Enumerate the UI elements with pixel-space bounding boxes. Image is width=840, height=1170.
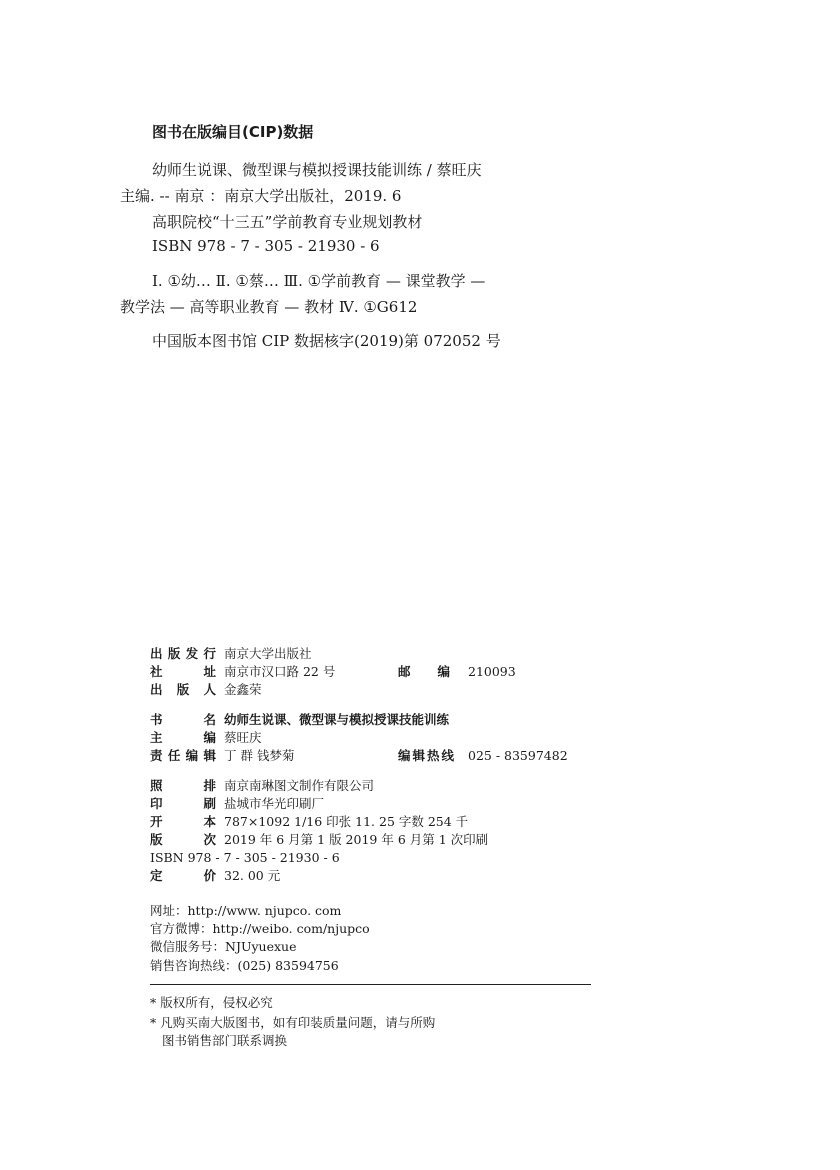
divider-rule (150, 984, 591, 985)
info-resp-editor-row (150, 747, 294, 764)
cip-classification-2: 教学法 — 高等职业教育 — 教材 Ⅳ. ①G612 (120, 298, 418, 316)
print-value: 盐城市华光印刷厂 (224, 796, 325, 811)
info-typeset-row (150, 777, 374, 794)
info-editor-row (150, 729, 262, 746)
contact-website: 网址：http://www. njupco. com (150, 903, 342, 918)
issuer-value: 金鑫荣 (224, 682, 262, 697)
cip-classification-1: Ⅰ. ①幼… Ⅱ. ①蔡… Ⅲ. ①学前教育 — 课堂教学 — (152, 272, 486, 290)
typeset-label: 照 排 (150, 778, 216, 793)
title-label: 书 名 (150, 712, 216, 727)
typeset-value: 南京南琳图文制作有限公司 (224, 778, 375, 793)
resp-editor-label: 责任编辑 (150, 748, 216, 763)
price-value: 32. 00 元 (224, 868, 281, 883)
edition-value: 2019 年 6 月第 1 版 2019 年 6 月第 1 次印刷 (224, 832, 489, 847)
info-postcode (398, 663, 516, 680)
edition-label: 版 次 (150, 832, 216, 847)
editor-label: 主 编 (150, 730, 216, 745)
print-label: 印 刷 (150, 796, 216, 811)
cip-line-1: 幼师生说课、微型课与模拟授课技能训练 / 蔡旺庆 (152, 161, 482, 179)
hotline-value: 025 - 83597482 (468, 748, 568, 763)
cip-line-2: 主编. -- 南京 ：南京大学出版社，2019. 6 (120, 187, 402, 205)
info-title-row (150, 711, 449, 728)
info-hotline (398, 747, 568, 764)
note-return-line-1: * 凡购买南大版图书，如有印装质量问题，请与所购 (150, 1015, 436, 1030)
title-value: 幼师生说课、微型课与模拟授课技能训练 (224, 712, 450, 727)
publisher-label: 出版发行 (150, 646, 216, 661)
contact-weibo: 官方微博：http://weibo. com/njupco (150, 921, 370, 936)
address-label: 社 址 (150, 664, 216, 679)
postcode-label: 邮 编 (398, 664, 450, 679)
info-publisher-row (150, 645, 312, 662)
cip-record-number: 中国版本图书馆 CIP 数据核字(2019)第 072052 号 (152, 332, 501, 350)
info-edition-row (150, 831, 488, 848)
cip-line-3: 高职院校“十三五”学前教育专业规划教材 (152, 213, 423, 231)
postcode-value: 210093 (468, 664, 516, 679)
contact-sales-hotline: 销售咨询热线：(025) 83594756 (150, 958, 339, 973)
cip-heading: 图书在版编目(CIP)数据 (152, 123, 314, 141)
info-address-row (150, 663, 335, 680)
info-issuer-row (150, 681, 262, 698)
info-price-row (150, 867, 280, 884)
resp-editor-value: 丁 群 钱梦菊 (224, 748, 295, 763)
address-value: 南京市汉口路 22 号 (224, 664, 336, 679)
note-return-line-2: 图书销售部门联系调换 (162, 1033, 288, 1048)
hotline-label: 编辑热线 (398, 748, 454, 763)
editor-value: 蔡旺庆 (224, 730, 262, 745)
cip-isbn: ISBN 978 - 7 - 305 - 21930 - 6 (152, 237, 380, 255)
note-copyright: * 版权所有，侵权必究 (150, 995, 273, 1010)
issuer-label: 出 版 人 (150, 682, 216, 697)
format-label: 开 本 (150, 814, 216, 829)
info-print-row (150, 795, 324, 812)
format-value: 787×1092 1/16 印张 11. 25 字数 254 千 (224, 814, 469, 829)
price-label: 定 价 (150, 868, 216, 883)
info-isbn-row: ISBN 978 - 7 - 305 - 21930 - 6 (150, 850, 340, 865)
publisher-value: 南京大学出版社 (224, 646, 312, 661)
contact-wechat: 微信服务号：NJUyuexue (150, 939, 297, 954)
info-format-row (150, 813, 468, 830)
